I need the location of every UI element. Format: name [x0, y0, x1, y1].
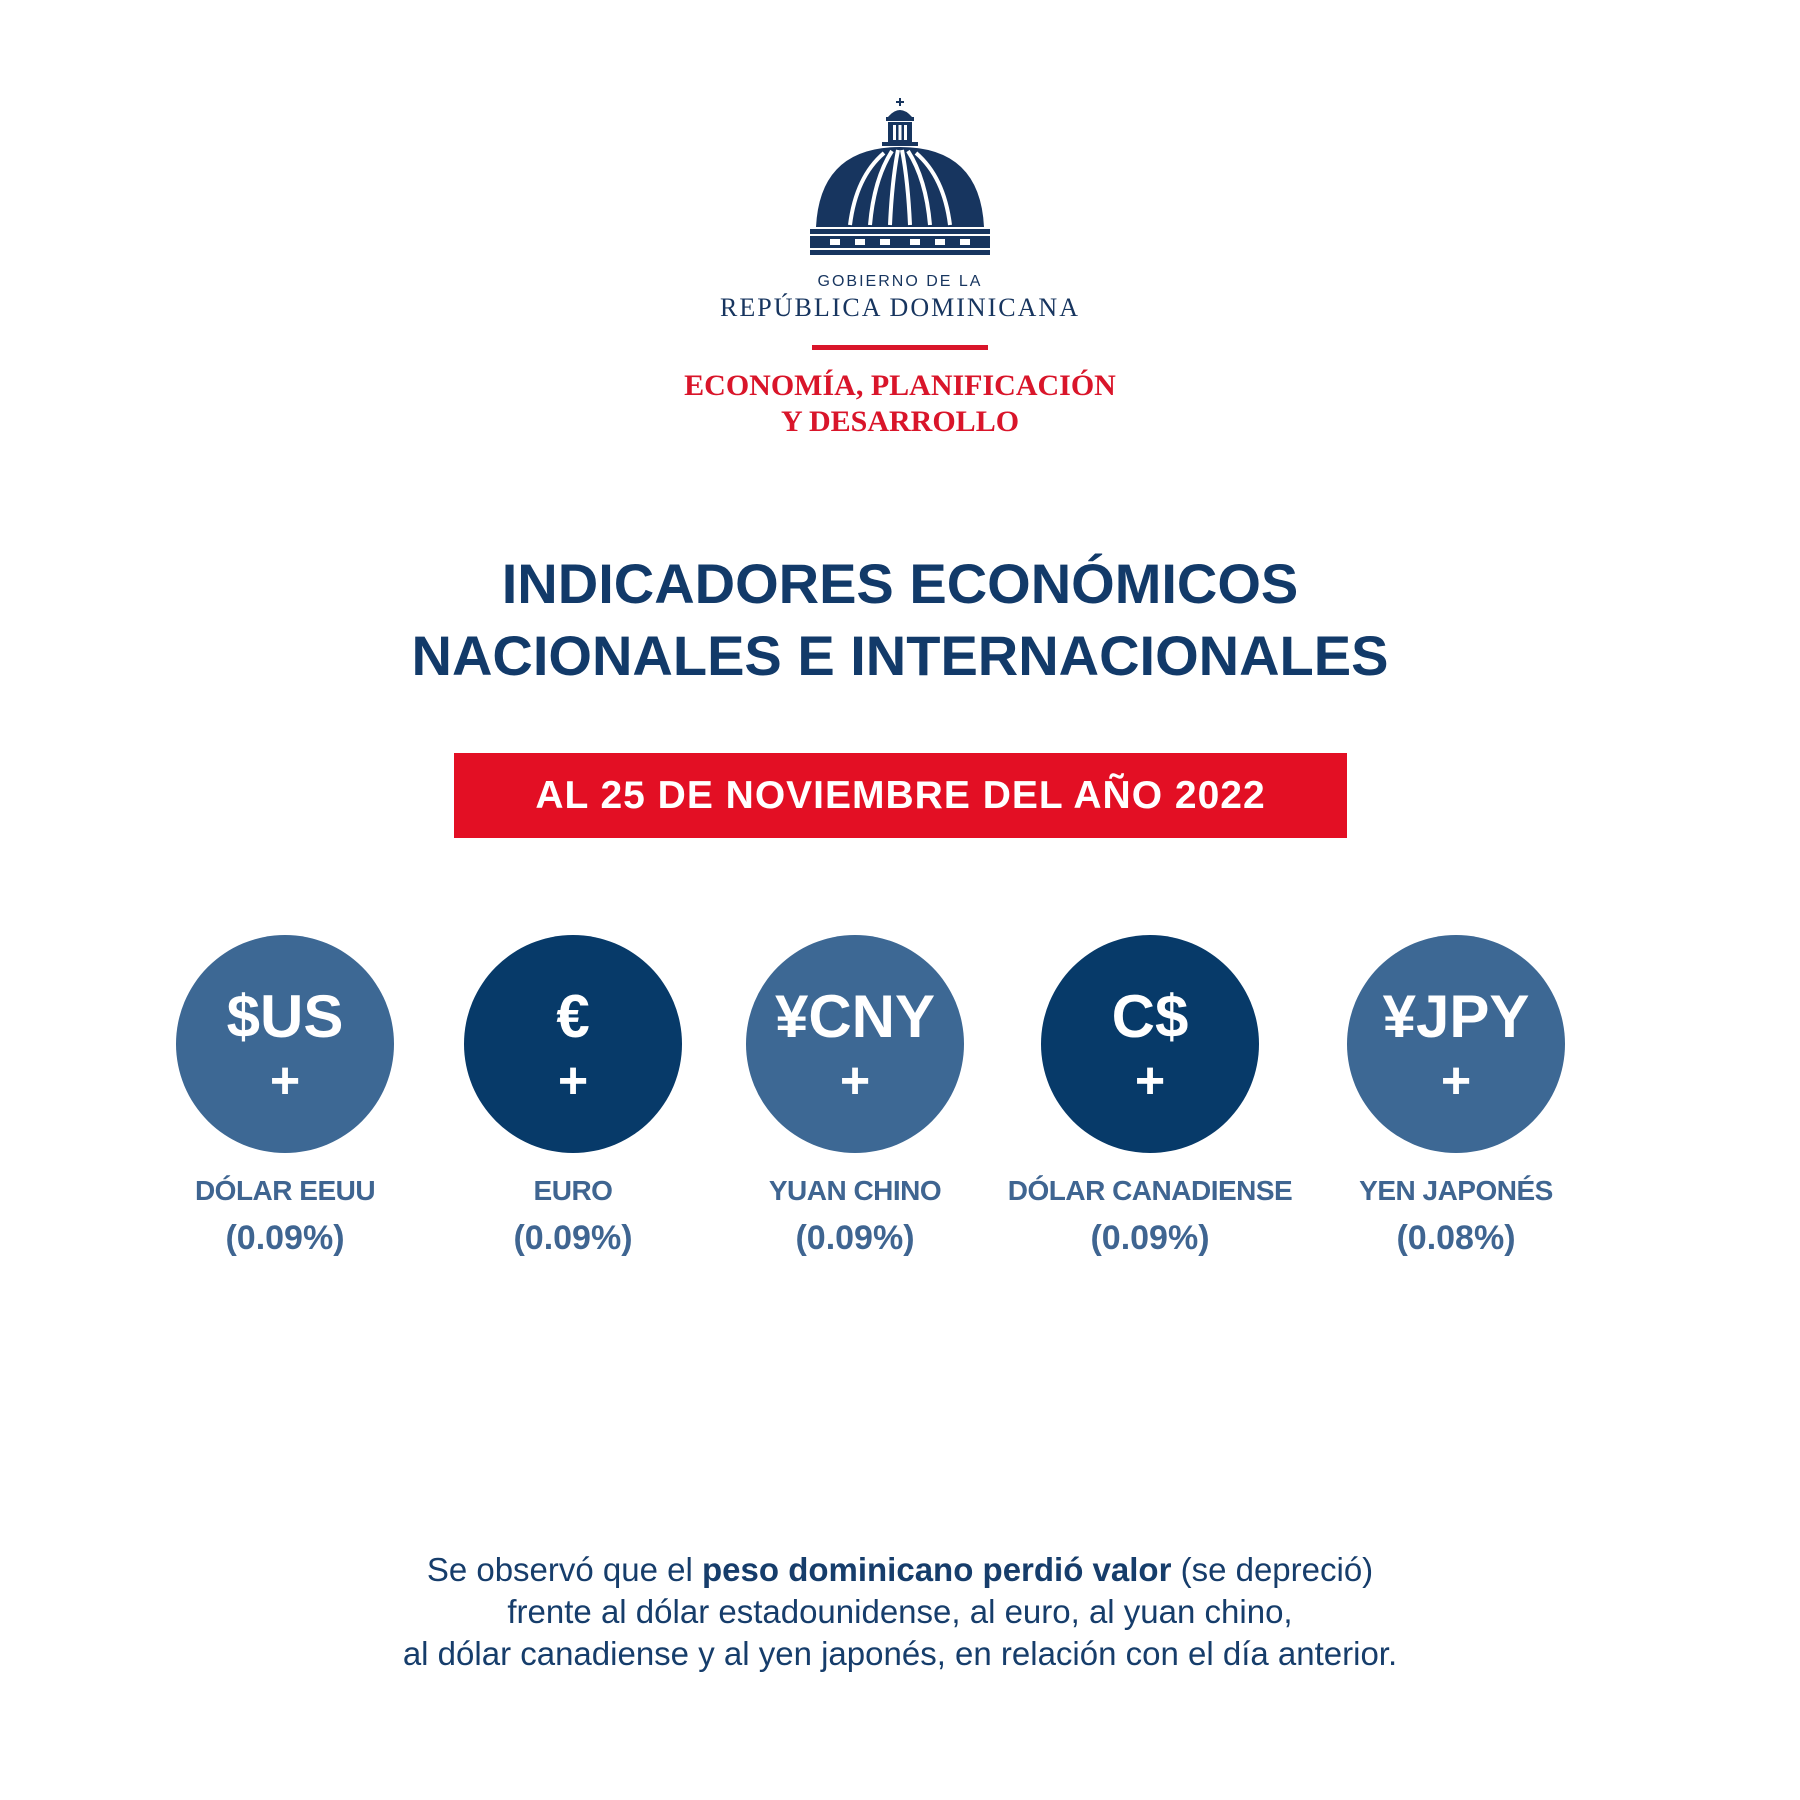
- title-line-2: NACIONALES E INTERNACIONALES: [411, 624, 1389, 687]
- date-banner: [454, 753, 1347, 838]
- currency-name: YEN JAPONÉS: [1359, 1175, 1553, 1206]
- summary-highlight: peso dominicano perdió valor: [702, 1551, 1172, 1588]
- page-title: [0, 548, 1800, 692]
- currency-symbol: C$: [1111, 983, 1189, 1050]
- currency-symbol: ¥CNY: [774, 983, 936, 1050]
- currency-symbol: €: [556, 983, 590, 1050]
- summary-line-3: al dólar canadiense y al yen japonés, en relación con el día anterior.: [402, 1635, 1398, 1672]
- summary-line-1-start: Se observó que el: [426, 1551, 702, 1588]
- currency-change: (0.09%): [513, 1219, 633, 1257]
- date-banner-text: AL 25 DE NOVIEMBRE DEL AÑO 2022: [535, 773, 1266, 817]
- currency-change: (0.09%): [1090, 1219, 1210, 1257]
- ministry-name: [0, 368, 1800, 440]
- currency-cad: [990, 935, 1310, 1258]
- ministry-line-1: ECONOMÍA, PLANIFICACIÓN: [684, 369, 1116, 402]
- currency-symbol: ¥JPY: [1382, 983, 1530, 1050]
- summary-line-1: [0, 1549, 1800, 1591]
- plus-icon: +: [557, 1052, 589, 1110]
- currency-cny: [695, 935, 1015, 1258]
- currency-jpy: [1296, 935, 1616, 1258]
- plus-icon: +: [839, 1052, 871, 1110]
- currency-badge-usd: [176, 935, 394, 1153]
- government-logo: [0, 95, 1800, 440]
- ministry-line-2: Y DESARROLLO: [780, 405, 1020, 438]
- plus-icon: +: [1134, 1052, 1166, 1110]
- plus-icon: +: [269, 1052, 301, 1110]
- dome-icon: [810, 95, 990, 255]
- title-line-1: INDICADORES ECONÓMICOS: [501, 552, 1299, 615]
- summary-text: [0, 1549, 1800, 1675]
- currency-badge-cny: [746, 935, 964, 1153]
- logo-small-line: GOBIERNO DE LA: [817, 273, 983, 290]
- currency-usd: [125, 935, 445, 1258]
- currency-symbol: $US: [226, 983, 344, 1050]
- summary-line-2: frente al dólar estadounidense, al euro, al yuan chino,: [507, 1593, 1293, 1630]
- logo-large-line: REPÚBLICA DOMINICANA: [720, 293, 1080, 322]
- currency-name: DÓLAR CANADIENSE: [1007, 1175, 1293, 1206]
- currency-name: YUAN CHINO: [768, 1175, 942, 1206]
- currency-badge-cad: [1041, 935, 1259, 1153]
- summary-line-1-end: (se depreció): [1171, 1551, 1374, 1588]
- logo-divider: [812, 345, 988, 350]
- currency-eur: [413, 935, 733, 1258]
- currency-badge-jpy: [1347, 935, 1565, 1153]
- currency-name: EURO: [533, 1175, 613, 1206]
- currency-change: (0.09%): [795, 1219, 915, 1257]
- currency-badge-eur: [464, 935, 682, 1153]
- currency-change: (0.09%): [225, 1219, 345, 1257]
- currency-name: DÓLAR EEUU: [194, 1175, 376, 1206]
- currency-change: (0.08%): [1396, 1219, 1516, 1257]
- plus-icon: +: [1440, 1052, 1472, 1110]
